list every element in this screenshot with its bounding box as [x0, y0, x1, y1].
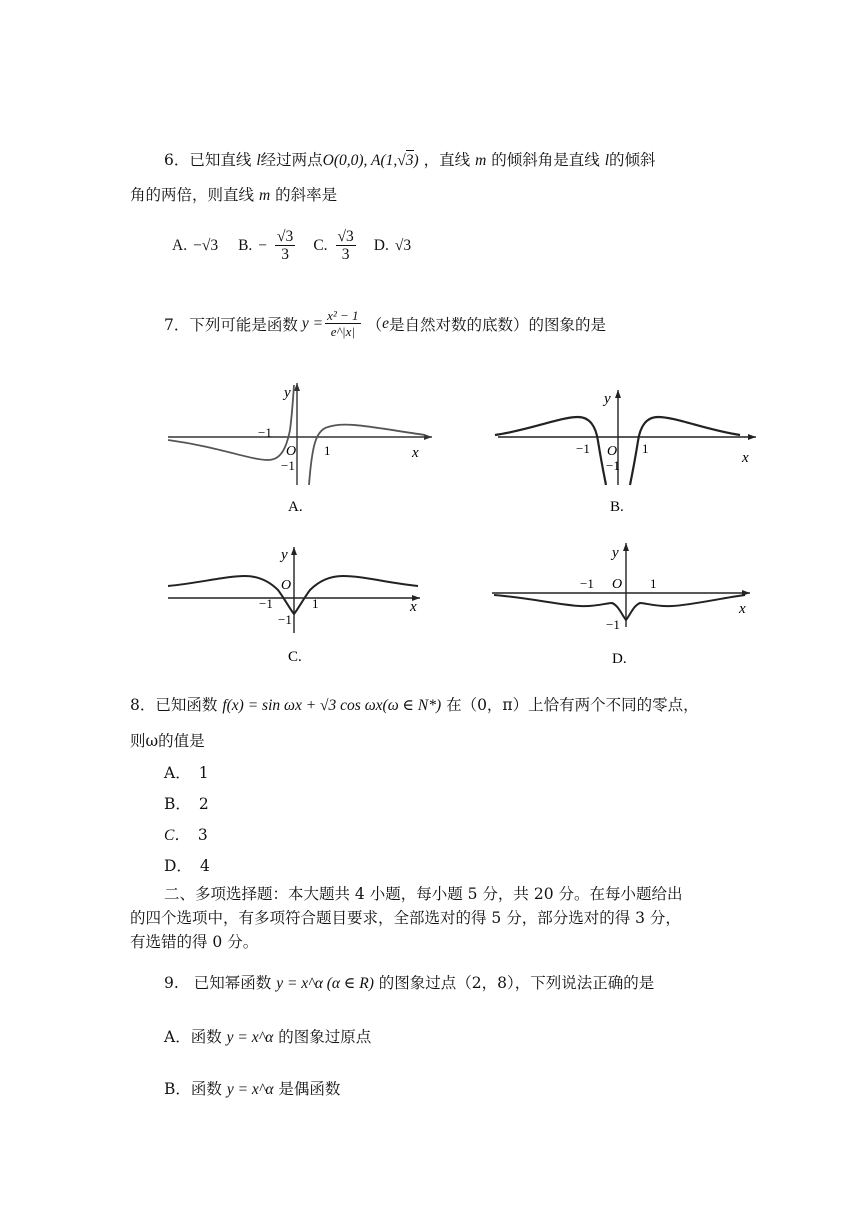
q6-text: ，直线: [423, 151, 471, 169]
q8-option-d: [164, 854, 210, 876]
q6-sqrt: 3: [405, 152, 414, 169]
q7-y-eq: y =: [301, 315, 324, 332]
q8-option-value: 3: [197, 826, 208, 844]
section2-line2: 的四个选项中，有多项符合题目要求，全部选对的得 5 分，部分选对的得 3 分，: [130, 909, 681, 927]
graph-d-one: 1: [650, 576, 657, 591]
q6-text: 已知直线: [189, 151, 252, 169]
graph-c: [168, 547, 420, 633]
graph-c-y-label: y: [281, 547, 288, 563]
q6-option-b-frac: [275, 228, 295, 265]
graph-d-y-label: y: [612, 545, 619, 561]
graph-d-x-label: x: [739, 601, 746, 617]
graph-b-neg1: −1: [576, 441, 590, 456]
q8-option-value: 2: [198, 795, 209, 813]
graph-b-y-label: y: [604, 391, 611, 407]
q9-line: [164, 971, 654, 993]
q9-number: 9.: [164, 974, 179, 992]
graph-a-y-arrow: [294, 383, 300, 391]
graph-a-origin: O: [286, 444, 297, 459]
q6-var-l: l: [256, 152, 261, 169]
section2-line3: 有选错的得 0 分。: [130, 933, 259, 951]
graph-b-caption: B.: [610, 499, 624, 515]
q8-option-label: D．: [164, 857, 192, 875]
graph-a-y-label: y: [284, 385, 291, 401]
graph-a-one: 1: [324, 443, 331, 458]
q7-text: 是自然对数的底数）的图象的是: [388, 316, 606, 334]
q8-option-c: [164, 823, 208, 845]
q6-frac-num: √3: [277, 227, 294, 245]
q7-var-e: e: [382, 315, 389, 332]
graph-c-neg1: −1: [259, 596, 273, 611]
q6-var-m: m: [258, 187, 271, 204]
q9-text: 已知幂函数: [193, 974, 272, 992]
q9-option-a: [164, 1025, 371, 1047]
q7-fraction: [325, 309, 360, 340]
graph-c-y-arrow: [291, 547, 297, 555]
q6-points-text: O(0,0), A(1,: [322, 152, 398, 169]
graph-a-left-curve: [168, 385, 297, 460]
q6-number: 6．: [164, 151, 190, 169]
q8-option-value: 4: [199, 857, 210, 875]
q6-options: A. −√3 B. − $\frac{√3}{3}$ C. $\frac{√3}{3}$ D. √3: [172, 227, 412, 263]
q7-line: [164, 302, 606, 346]
q6-line2: [130, 183, 337, 205]
q7-frac-den: e^|x|: [330, 323, 355, 339]
q9-option-label: A．函数: [164, 1028, 222, 1046]
graph-c-x-label: x: [410, 599, 417, 615]
q8-option-label: C．: [164, 827, 190, 844]
graph-a-caption: A.: [288, 499, 303, 515]
q6-option-a-value: −√3: [193, 237, 219, 254]
q9-formula: y = x^α (α ∈ R): [276, 975, 374, 992]
q7-graphs: [160, 375, 780, 675]
q6-line1: [164, 148, 656, 170]
q7-paren: （: [366, 316, 383, 334]
graph-b-one: 1: [642, 441, 649, 456]
graph-b-origin: O: [607, 444, 618, 459]
q6-frac-num: √3: [337, 227, 354, 245]
graph-b-neg1-y: −1: [606, 458, 620, 473]
graph-a-neg1-y: −1: [281, 458, 295, 473]
q6-text: 的倾斜: [609, 151, 656, 169]
q8-formula: f(x) = sin ωx + √3 cos ωx(ω ∈ N*): [222, 697, 442, 714]
q8-text: 在（0，π）上恰有两个不同的零点，: [446, 696, 699, 714]
q9-option-formula: y = x^α: [226, 1029, 274, 1046]
graph-c-curve: [168, 576, 418, 614]
graph-d-neg1-y: −1: [606, 617, 620, 632]
q6-points: O(0,0), A(1,√3): [322, 152, 419, 169]
q9-option-formula: y = x^α: [226, 1081, 274, 1098]
q9-option-text: 的图象过原点: [278, 1028, 372, 1046]
graph-d-y-arrow: [623, 543, 629, 551]
graph-c-origin: O: [281, 578, 292, 593]
section2-line1: 二、多项选择题：本大题共 4 小题，每小题 5 分，共 20 分。在每小题给出: [164, 885, 683, 903]
graph-a-x-label: x: [412, 445, 419, 461]
q6-text: 的倾斜角是直线: [491, 151, 600, 169]
graph-c-neg1-y: −1: [278, 612, 292, 627]
q6-var-m: m: [475, 152, 487, 169]
q6-option-b-label: B.: [238, 237, 253, 254]
q8-line1: [130, 693, 699, 715]
q8-option-b: [164, 792, 209, 814]
graph-b-y-arrow: [615, 390, 621, 398]
q9-text: 的图象过点（2，8），下列说法正确的是: [378, 974, 655, 992]
q6-frac-den: 3: [341, 245, 350, 263]
q7-text: 下列可能是函数: [189, 316, 298, 334]
q6-frac-den: 3: [281, 245, 290, 263]
q6-text: 的斜率是: [275, 186, 338, 204]
graph-a-x-arrow: [424, 434, 432, 440]
q8-option-a: [164, 761, 209, 783]
graph-b-x-label: x: [742, 450, 749, 466]
q8-option-value: 1: [198, 764, 209, 782]
q8-option-label: A．: [164, 764, 191, 782]
q6-option-a-label: A.: [172, 237, 188, 254]
q6-option-d-label: D.: [373, 237, 389, 254]
q9-option-b: [164, 1077, 340, 1099]
q8-number: 8．: [130, 696, 156, 714]
graph-c-caption: C.: [288, 649, 302, 665]
graph-c-one: 1: [312, 596, 319, 611]
q6-text: 经过两点: [260, 151, 323, 169]
graph-a: [168, 383, 432, 485]
q6-var-l: l: [604, 152, 610, 169]
q6-option-c-frac: [336, 228, 356, 265]
graph-d-origin: O: [612, 577, 623, 592]
q8-option-label: B．: [164, 795, 191, 813]
q7-frac-num: x² − 1: [327, 307, 359, 323]
graph-b-x-arrow: [748, 434, 756, 440]
graph-d-caption: D.: [612, 651, 627, 667]
q9-option-text: 是偶函数: [278, 1080, 341, 1098]
q6-close: ): [413, 152, 419, 169]
q6-option-d-value: √3: [394, 237, 412, 254]
graph-d-neg1: −1: [580, 576, 594, 591]
q9-option-label: B．函数: [164, 1080, 222, 1098]
q6-option-c-label: C.: [313, 237, 328, 254]
q8-line2: 则ω的值是: [130, 732, 205, 750]
graph-a-neg1-x: −1: [258, 425, 272, 440]
graph-b: [495, 390, 756, 485]
q6-text: 角的两倍，则直线: [130, 186, 255, 204]
q7-number: 7．: [164, 316, 190, 334]
q8-text: 已知函数: [155, 696, 218, 714]
